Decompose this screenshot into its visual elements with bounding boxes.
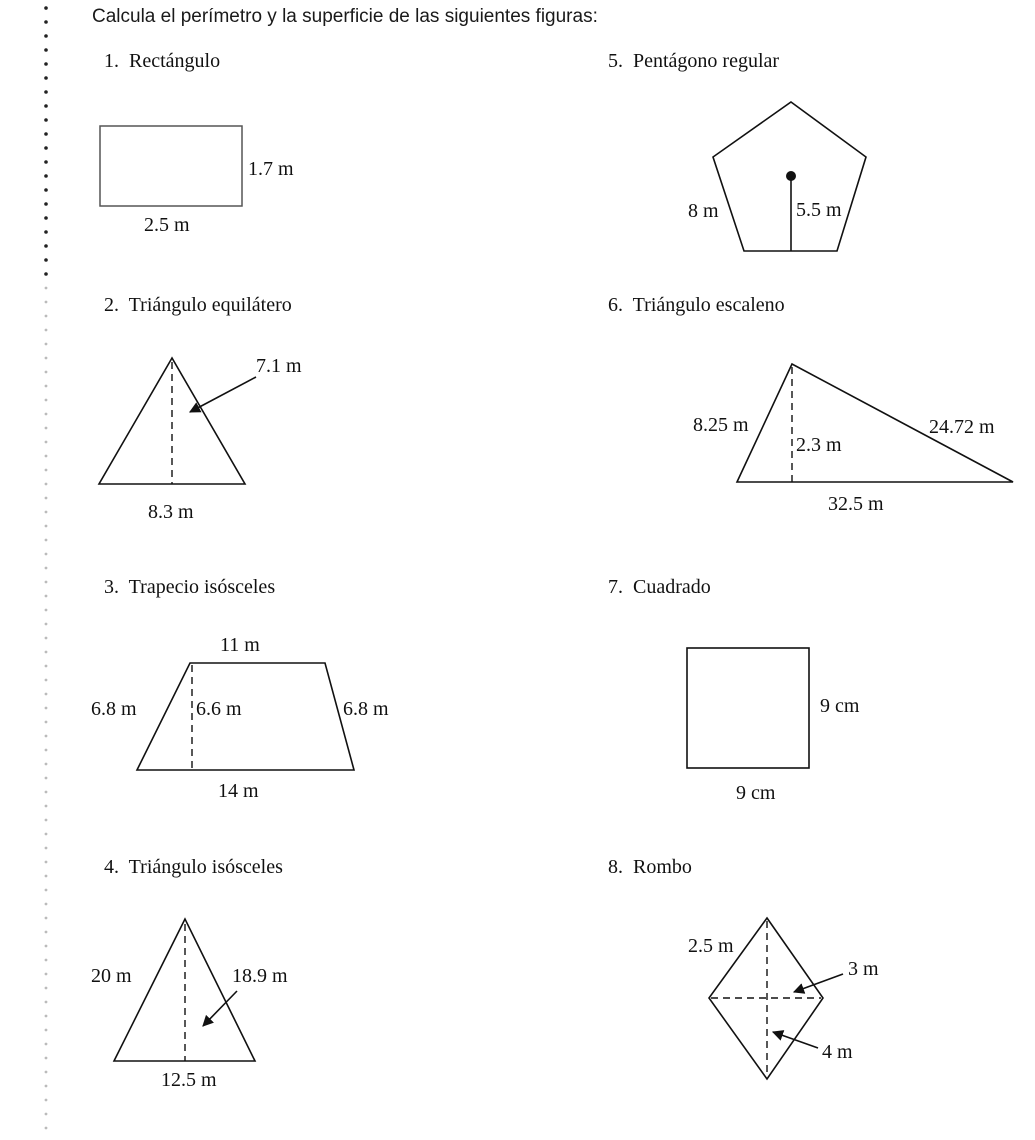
trapezoid-right-side-label: 6.8 m	[343, 698, 389, 720]
instructions: Calcula el perímetro y la superficie de las siguientes figuras:	[92, 6, 598, 27]
scalene-base-label: 32.5 m	[828, 493, 884, 515]
isosceles-pointer-arrow	[203, 991, 237, 1026]
square-base-label: 9 cm	[736, 782, 776, 804]
square-shape	[687, 648, 809, 768]
scalene-right-side-label: 24.72 m	[929, 416, 995, 438]
rhombus-top-arrow	[794, 974, 843, 992]
scalene-height-label: 2.3 m	[796, 434, 842, 456]
rhombus-side-label: 2.5 m	[688, 935, 734, 957]
equilateral-height-label: 7.1 m	[256, 355, 302, 377]
trapezoid-base-label: 14 m	[218, 780, 259, 802]
rhombus-horizontal-label: 3 m	[848, 958, 879, 980]
figure-scalene-triangle	[693, 364, 1013, 515]
isosceles-side-label: 20 m	[91, 965, 132, 987]
trapezoid-shape	[137, 663, 354, 770]
equilateral-base-label: 8.3 m	[148, 501, 194, 523]
problem-3-heading: 3. Trapecio isósceles	[104, 576, 276, 598]
rhombus-bottom-arrow	[773, 1032, 818, 1048]
problem-8-heading: 8. Rombo	[608, 856, 692, 878]
problem-4-heading: 4. Triángulo isósceles	[104, 856, 283, 878]
isosceles-base-label: 12.5 m	[161, 1069, 217, 1091]
problem-6-heading: 6. Triángulo escaleno	[608, 294, 785, 316]
figure-rectangle	[100, 126, 294, 236]
pentagon-apothem-label: 5.5 m	[796, 199, 842, 221]
figure-isosceles-trapezoid	[91, 634, 389, 802]
figure-square	[687, 648, 860, 804]
rectangle-base-label: 2.5 m	[144, 214, 190, 236]
problem-7-heading: 7. Cuadrado	[608, 576, 711, 598]
scalene-left-side-label: 8.25 m	[693, 414, 749, 436]
square-side-label: 9 cm	[820, 695, 860, 717]
rectangle-height-label: 1.7 m	[248, 158, 294, 180]
rhombus-vertical-label: 4 m	[822, 1041, 853, 1063]
trapezoid-left-side-label: 6.8 m	[91, 698, 137, 720]
pentagon-side-label: 8 m	[688, 200, 719, 222]
isosceles-height-label: 18.9 m	[232, 965, 288, 987]
figure-rhombus	[688, 918, 879, 1079]
rectangle-shape	[100, 126, 242, 206]
figure-equilateral-triangle	[99, 355, 302, 523]
equilateral-pointer-arrow	[190, 377, 256, 412]
figure-regular-pentagon	[688, 102, 866, 251]
trapezoid-height-label: 6.6 m	[196, 698, 242, 720]
trapezoid-top-label: 11 m	[220, 634, 260, 656]
problem-2-heading: 2. Triángulo equilátero	[104, 294, 292, 316]
figure-isosceles-triangle	[91, 919, 288, 1091]
problem-5-heading: 5. Pentágono regular	[608, 50, 780, 72]
problem-1-heading: 1. Rectángulo	[104, 50, 221, 72]
